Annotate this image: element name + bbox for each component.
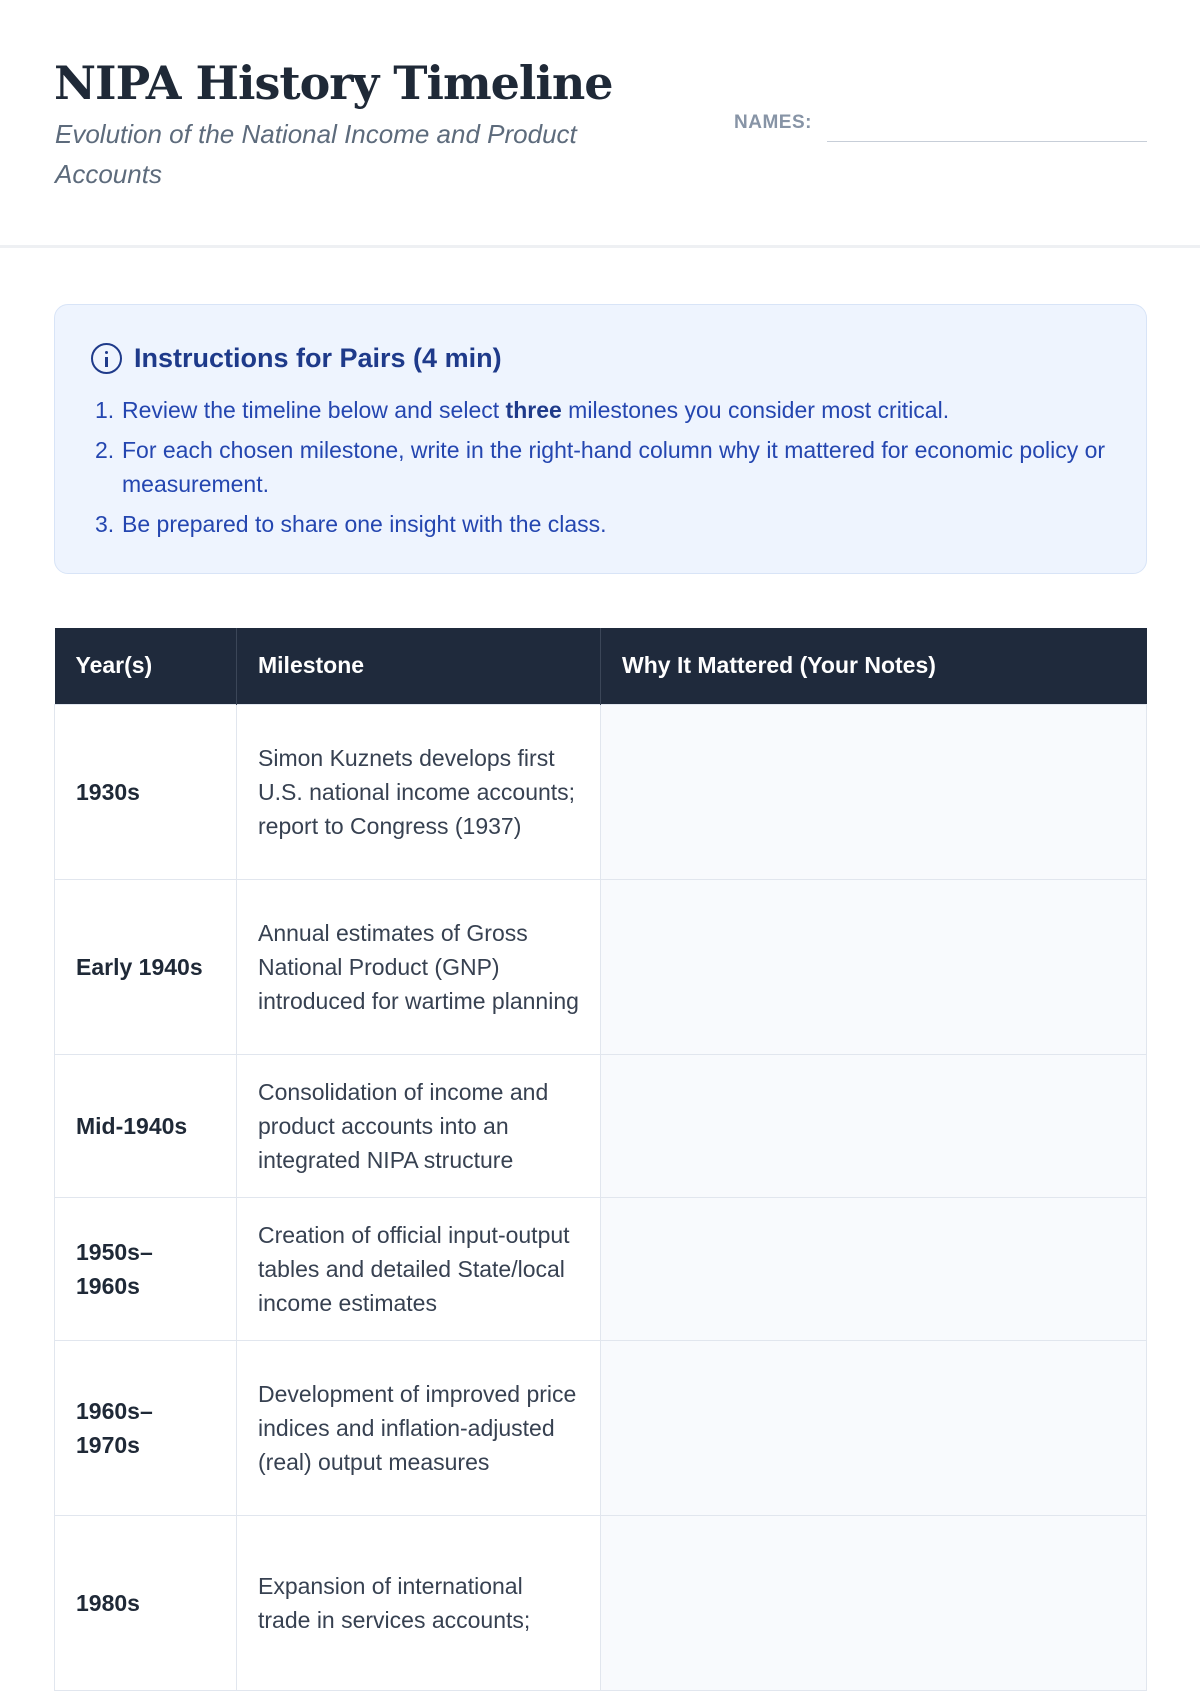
milestone-cell: Development of improved price indices and inflation-adjusted (real) output measures bbox=[237, 1340, 601, 1515]
instruction-item bbox=[95, 393, 1115, 427]
instruction-item bbox=[95, 507, 1115, 541]
instructions-box bbox=[54, 304, 1147, 574]
names-input-line[interactable] bbox=[827, 141, 1147, 142]
notes-cell[interactable] bbox=[601, 1054, 1147, 1197]
milestone-cell: Simon Kuznets develops first U.S. national income accounts; report to Congress (1937) bbox=[237, 704, 601, 879]
milestone-cell: Consolidation of income and product accounts into an integrated NIPA structure bbox=[237, 1054, 601, 1197]
milestone-cell: Creation of official input-output tables and detailed State/local income estimates bbox=[237, 1197, 601, 1340]
year-cell: 1960s–1970s bbox=[55, 1340, 237, 1515]
column-header-year: Year(s) bbox=[55, 628, 237, 704]
notes-cell[interactable] bbox=[601, 1515, 1147, 1690]
table-row bbox=[55, 1515, 1147, 1690]
page-title: NIPA History Timeline bbox=[54, 56, 613, 110]
instruction-text-part: Review the timeline below and select bbox=[122, 397, 506, 423]
table-row bbox=[55, 879, 1147, 1054]
notes-cell[interactable] bbox=[601, 879, 1147, 1054]
year-cell: 1980s bbox=[55, 1515, 237, 1690]
table-row bbox=[55, 1054, 1147, 1197]
notes-cell[interactable] bbox=[601, 704, 1147, 879]
instruction-text bbox=[122, 393, 949, 427]
instruction-text: Be prepared to share one insight with the class. bbox=[122, 511, 607, 537]
year-cell: Early 1940s bbox=[55, 879, 237, 1054]
notes-cell[interactable] bbox=[601, 1340, 1147, 1515]
page-header bbox=[0, 0, 1200, 248]
instruction-number: 2. bbox=[95, 437, 115, 463]
table-row bbox=[55, 1197, 1147, 1340]
year-cell: 1950s–1960s bbox=[55, 1197, 237, 1340]
instruction-text: For each chosen milestone, write in the right-hand column why it mattered for economic policy or measurement. bbox=[122, 437, 1106, 497]
year-cell: 1930s bbox=[55, 704, 237, 879]
column-header-milestone: Milestone bbox=[237, 628, 601, 704]
milestone-cell: Expansion of international trade in services accounts; bbox=[237, 1515, 601, 1690]
instruction-number: 1. bbox=[95, 397, 115, 423]
table-row bbox=[55, 704, 1147, 879]
names-label: NAMES: bbox=[734, 112, 812, 133]
instruction-item bbox=[95, 433, 1115, 501]
table-row bbox=[55, 1340, 1147, 1515]
year-cell: Mid-1940s bbox=[55, 1054, 237, 1197]
column-header-notes: Why It Mattered (Your Notes) bbox=[601, 628, 1147, 704]
instructions-heading bbox=[91, 343, 502, 374]
notes-cell[interactable] bbox=[601, 1197, 1147, 1340]
instruction-text-part: milestones you consider most critical. bbox=[561, 397, 950, 423]
page-subtitle: Evolution of the National Income and Product Accounts bbox=[55, 119, 577, 189]
table-header-row bbox=[55, 628, 1147, 704]
instruction-number: 3. bbox=[95, 511, 115, 537]
timeline-table bbox=[54, 628, 1147, 1691]
milestone-cell: Annual estimates of Gross National Product (GNP) introduced for wartime planning bbox=[237, 879, 601, 1054]
instruction-emphasis: three bbox=[505, 397, 562, 423]
info-icon bbox=[91, 343, 122, 374]
instructions-list bbox=[95, 393, 1115, 547]
instructions-title: Instructions for Pairs (4 min) bbox=[134, 343, 502, 373]
